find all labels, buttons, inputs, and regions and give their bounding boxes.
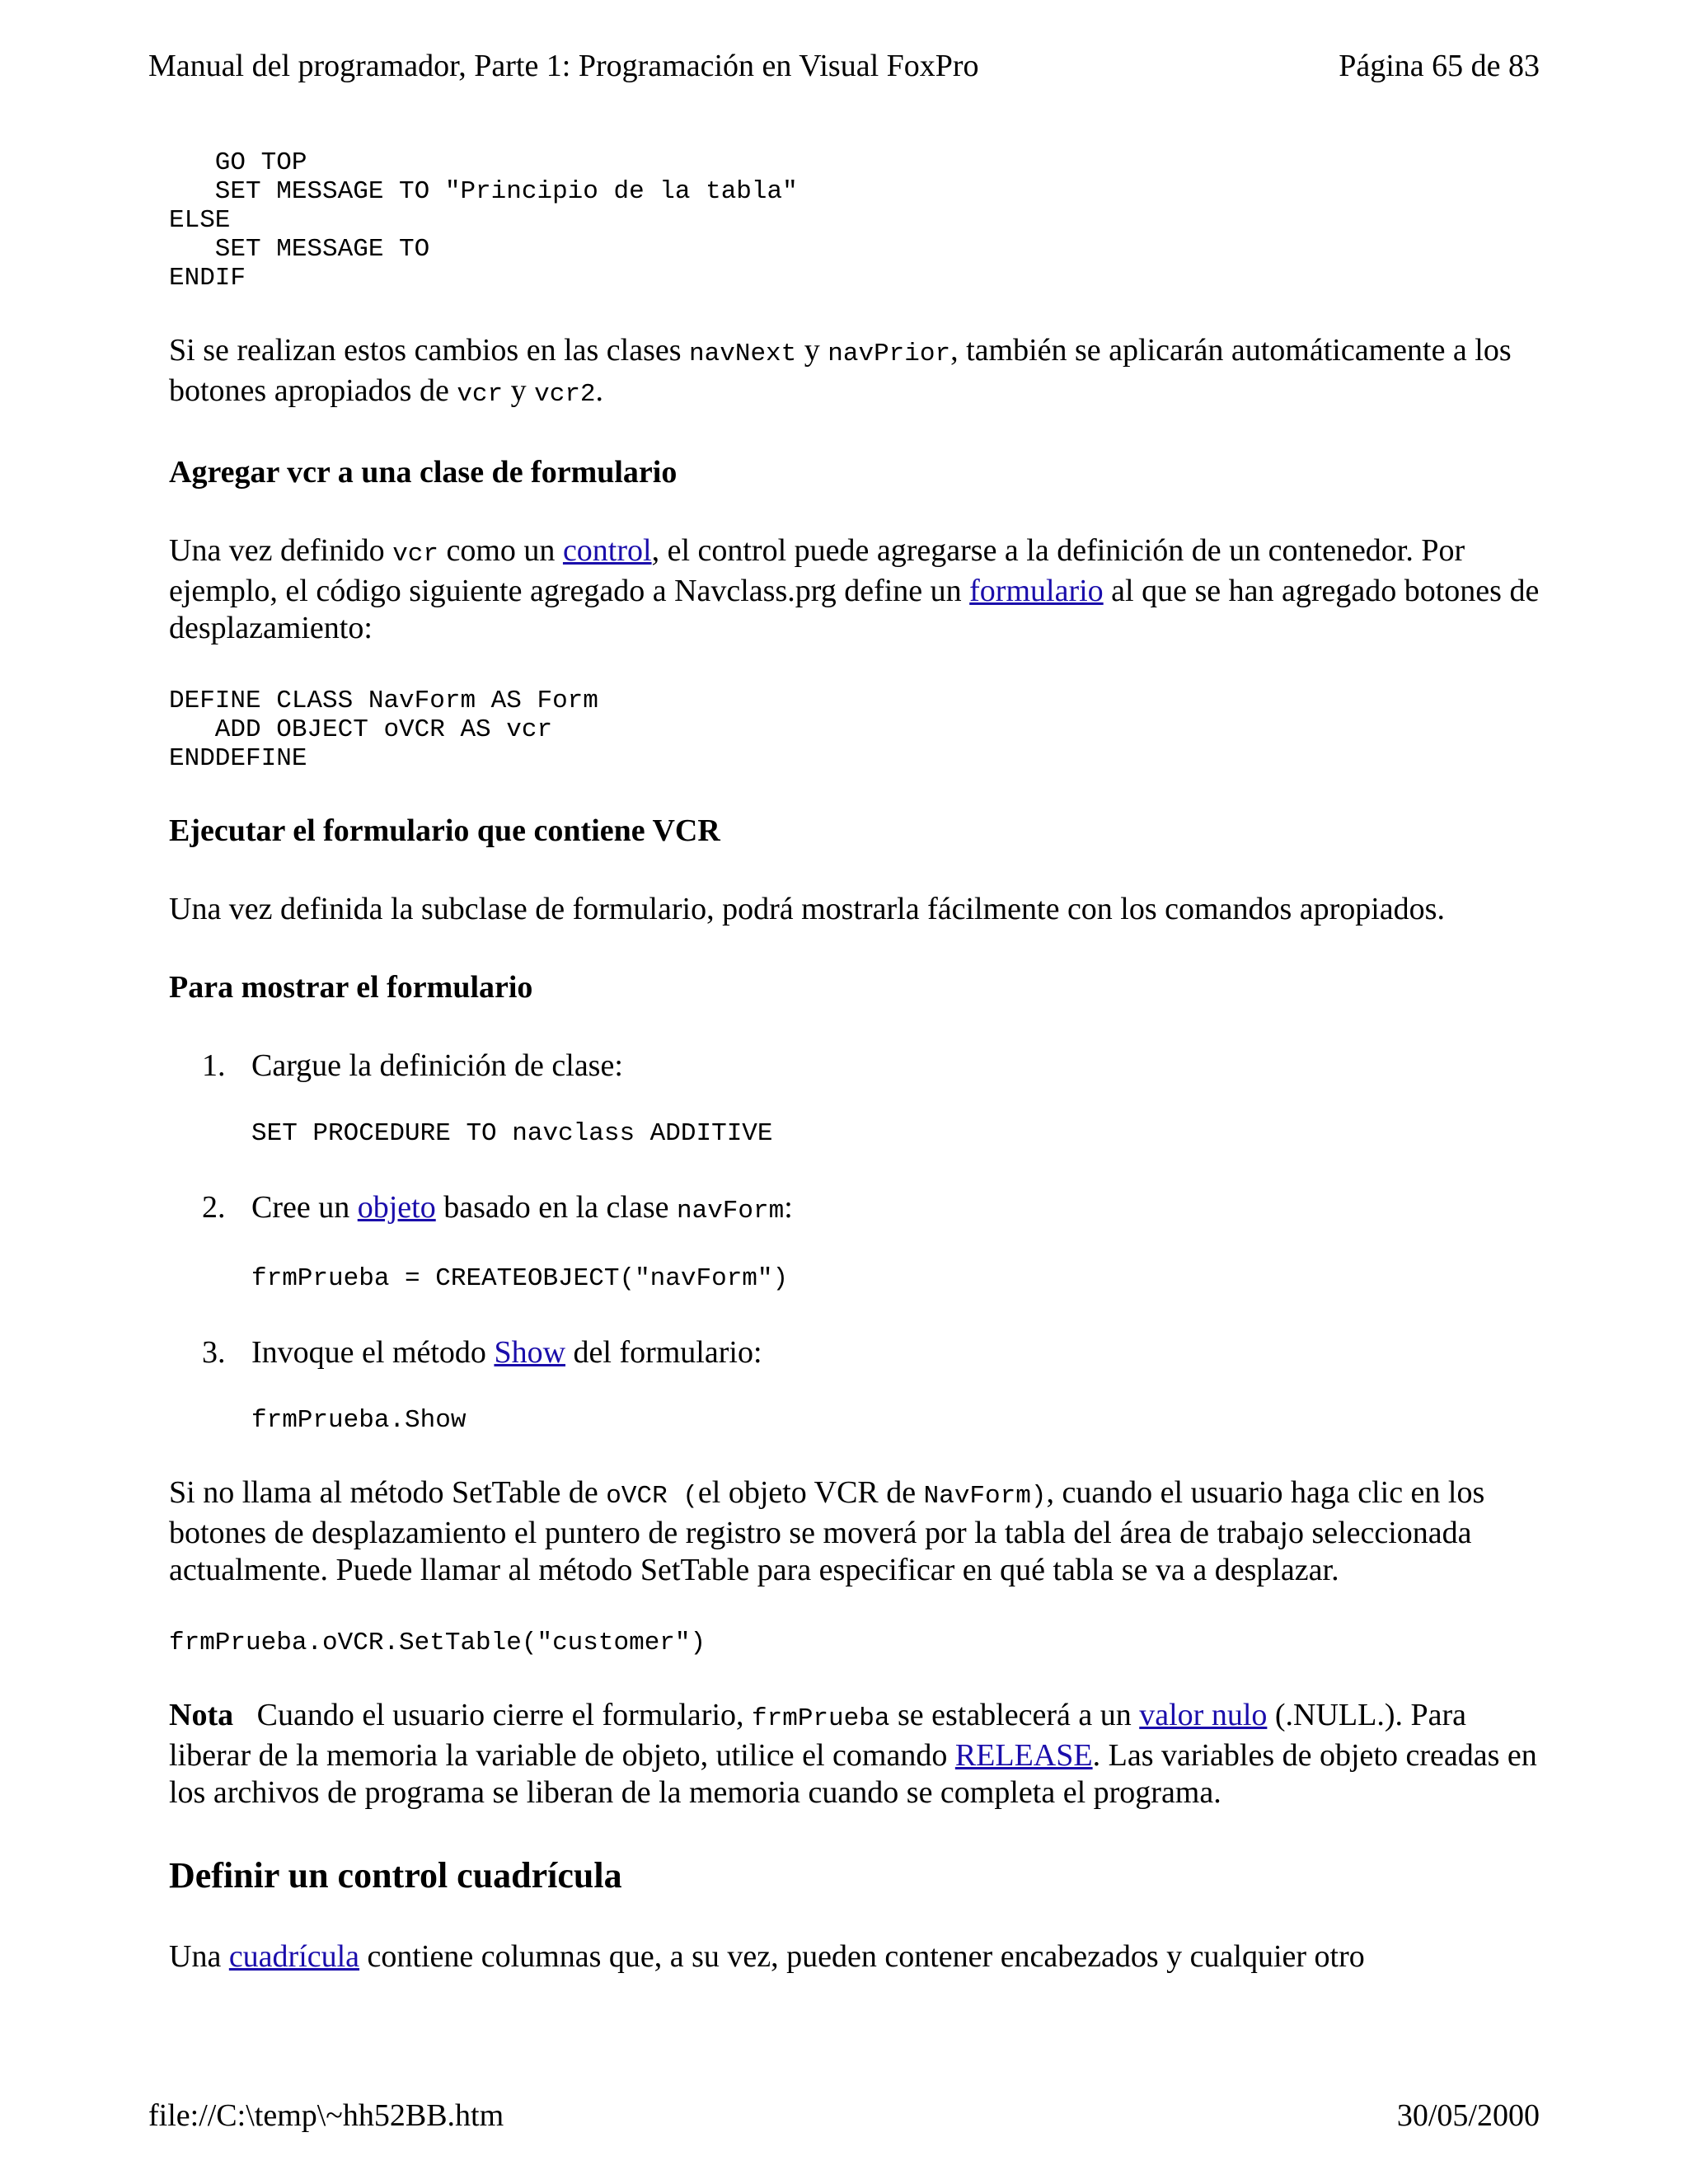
link-cuadricula[interactable]: cuadrícula [228, 1939, 360, 1974]
link-objeto[interactable]: objeto [357, 1190, 436, 1225]
code-block-2: DEFINE CLASS NavForm AS Form ADD OBJECT oVCR AS vcr ENDDEFINE [169, 687, 598, 773]
code-step-1: SET PROCEDURE TO navclass ADDITIVE [251, 1119, 773, 1148]
link-release[interactable]: RELEASE [954, 1738, 1093, 1773]
list-item: 2. Cree un objeto basado en la clase navForm: frmPrueba = CREATEOBJECT("navForm") [169, 1189, 1554, 1293]
document-title: Manual del programador, Parte 1: Programación en Visual FoxPro [148, 49, 979, 83]
list-item: 1. Cargue la definición de clase: SET PROCEDURE TO navclass ADDITIVE [169, 1047, 1554, 1148]
paragraph-settable: Si no llama al método SetTable de oVCR (el objeto VCR de NavForm), cuando el usuario haga clic en los botones de desplazamiento el puntero de registro se moverá por la tabla del área de trabajo seleccionada actualmente. Puede llamar al método SetTable para especificar en qué tabla se va a desplazar. [169, 1475, 1485, 1587]
note-paragraph: Nota Cuando el usuario cierre el formulario, frmPrueba se establecerá a un valor nulo (.NULL.). Para liberar de la memoria la variable de objeto, utilice el comando RELEASE. Las variables de objeto creadas en los archivos de programa se liberan de la memoria cuando se completa el programa. [169, 1698, 1537, 1810]
steps-list [169, 1047, 1554, 1435]
link-control[interactable]: control [562, 533, 652, 568]
link-valor-nulo[interactable]: valor nulo [1139, 1698, 1268, 1732]
link-formulario[interactable]: formulario [969, 574, 1104, 608]
page-content [169, 148, 1554, 1975]
page-footer [148, 2097, 1540, 2134]
note-label: Nota [169, 1698, 234, 1732]
link-show[interactable]: Show [494, 1335, 566, 1370]
heading-mostrar-formulario: Para mostrar el formulario [169, 970, 533, 1005]
file-path: file://C:\temp\~hh52BB.htm [148, 2098, 504, 2133]
page-header [148, 48, 1540, 84]
page-number: Página 65 de 83 [1339, 49, 1540, 83]
paragraph-vcr-control: Una vez definido vcr como un control, el control puede agregarse a la definición de un contenedor. Por ejemplo, el código siguiente agregado a Navclass.prg define un formulario al que se han agregado botones de desplazamiento: [169, 533, 1540, 645]
code-step-3: frmPrueba.Show [251, 1406, 467, 1435]
footer-date: 30/05/2000 [1396, 2098, 1540, 2133]
code-block-1: GO TOP SET MESSAGE TO "Principio de la tabla" ELSE SET MESSAGE TO ENDIF [169, 148, 798, 293]
heading-ejecutar-formulario: Ejecutar el formulario que contiene VCR [169, 813, 720, 848]
code-step-2: frmPrueba = CREATEOBJECT("navForm") [251, 1264, 789, 1293]
heading-definir-cuadricula: Definir un control cuadrícula [169, 1855, 622, 1896]
paragraph-cuadricula: Una cuadrícula contiene columnas que, a su vez, pueden contener encabezados y cualquier otro [169, 1939, 1365, 1974]
heading-agregar-vcr: Agregar vcr a una clase de formulario [169, 455, 678, 490]
code-block-3: frmPrueba.oVCR.SetTable("customer") [169, 1629, 706, 1657]
list-item: 3. Invoque el método Show del formulario: frmPrueba.Show [169, 1334, 1554, 1435]
paragraph-subclase: Una vez definida la subclase de formulario, podrá mostrarla fácilmente con los comandos apropiados. [169, 892, 1445, 926]
paragraph-changes: Si se realizan estos cambios en las clases navNext y navPrior, también se aplicarán automáticamente a los botones apropiados de vcr y vcr2. [169, 333, 1512, 409]
